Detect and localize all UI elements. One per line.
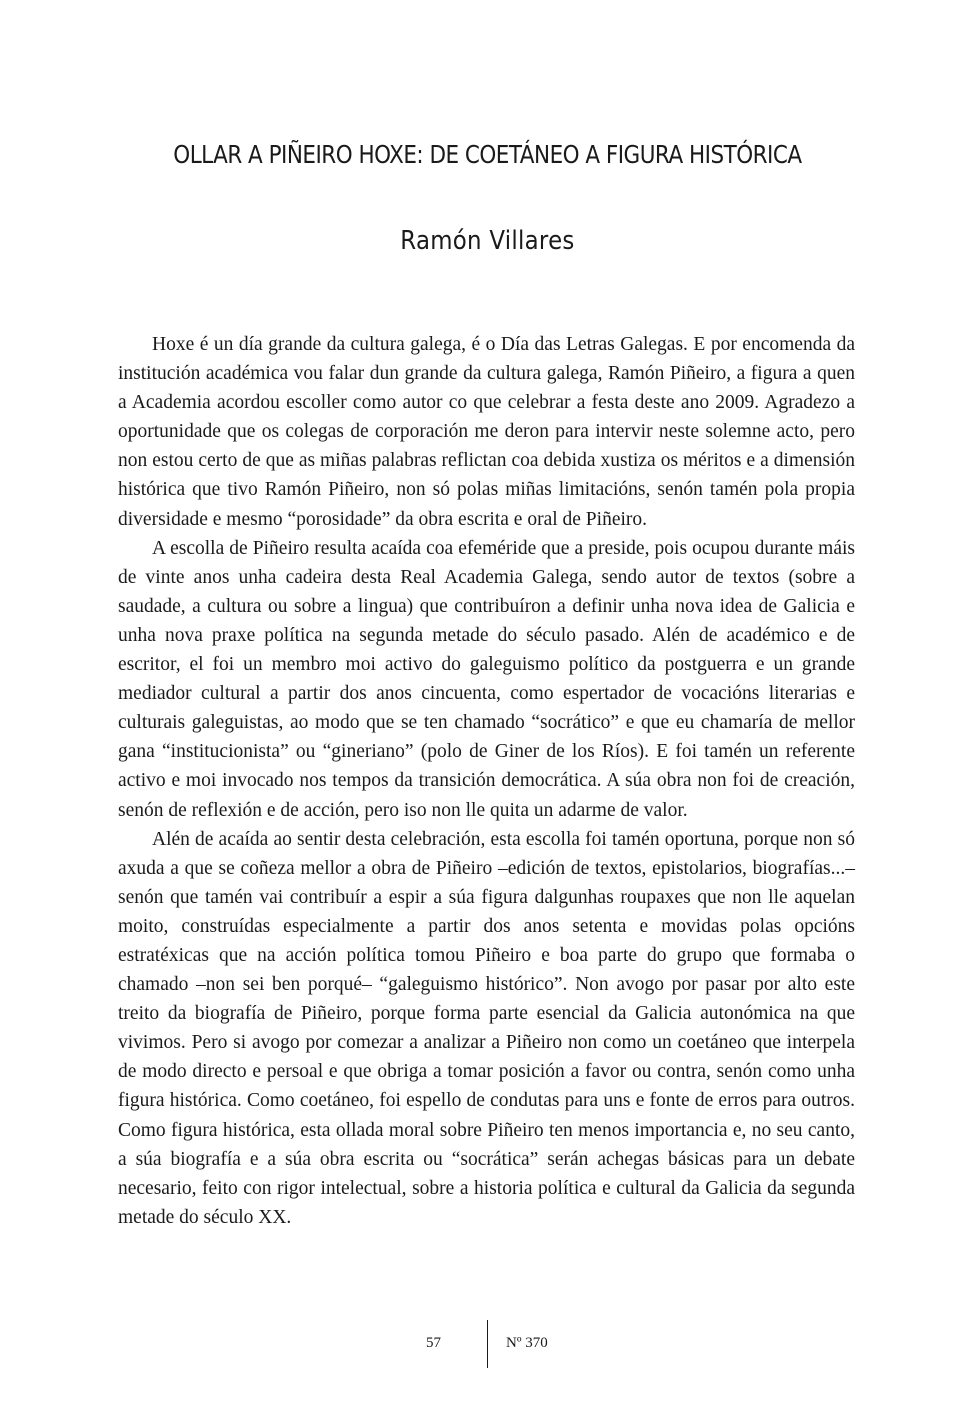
article-title: OLLAR A PIÑEIRO HOXE: DE COETÁNEO A FIGURA HISTÓRICA [173,140,802,169]
paragraph: Alén de acaída ao sentir desta celebración, esta escolla foi tamén oportuna, porque non só axuda a que se coñeza mellor a obra de Piñeiro –edición de textos, epistolarios, biografías...– senón que tamén vai contribuír a espir a súa figura dalgunhas roupaxes que non lle aquelan moito, construídas especialmente a partir dos anos setenta e movidas polas opcións estratéxicas que na acción política tomou Piñeiro e boa parte do grupo que formaba o chamado –non sei ben porqué– “galeguismo histórico”. Non avogo por pasar por alto este treito da biografía de Piñeiro, porque forma parte esencial da Galicia autonómica na que vivimos. Pero si avogo por comezar a analizar a Piñeiro non como un coetáneo que interpela de modo directo e persoal e que obriga a tomar posición a favor ou contra, senón como unha figura histórica. Como coetáneo, foi espello de condutas para uns e fonte de erros para outros. Como figura histórica, esta ollada moral sobre Piñeiro ten menos importancia e, no seu canto, a súa biografía e a súa obra escrita ou “socrática” serán achegas básicas para un debate necesario, feito con rigor intelectual, sobre a historia política e cultural da Galicia da segunda metade do século XX. [118,828,855,1228]
page-number: 57 [426,1335,441,1351]
paragraph: Hoxe é un día grande da cultura galega, é o Día das Letras Galegas. E por encomenda da institución académica vou falar dun grande da cultura galega, Ramón Piñeiro, a figura a quen a Academia acordou escoller como autor co que celebrar a festa deste ano 2009. Agradezo a oportunidade que os colegas de corporación me deron para intervir neste solemne acto, pero non estou certo de que as miñas palabras reflictan coa debida xustiza os méritos e a dimensión histórica que tivo Ramón Piñeiro, non só polas miñas limitacións, senón tamén pola propia diversidade e mesmo “porosidade” da obra escrita e oral de Piñeiro. [118,334,855,530]
footer-divider [487,1320,488,1368]
article-body [118,330,855,1232]
article-author: Ramón Villares [400,226,575,256]
page-footer [0,1320,975,1370]
issue-number: Nº 370 [506,1335,548,1351]
paragraph: A escolla de Piñeiro resulta acaída coa efeméride que a preside, pois ocupou durante máis de vinte anos unha cadeira desta Real Academia Galega, sendo autor de textos (sobre a saudade, a cultura ou sobre a lingua) que contribuíron a definir unha nova idea de Galicia e unha nova praxe política na segunda metade do século pasado. Alén de académico e de escritor, el foi un membro moi activo do galeguismo político da postguerra e un grande mediador cultural a partir dos anos cincuenta, como espertador de vocacións literarias e culturais galeguistas, ao modo que se ten chamado “socrático” e que eu chamaría de mellor gana “institucionista” ou “gineriano” (polo de Giner de los Ríos). E foi tamén un referente activo e moi invocado nos tempos da transición democrática. A súa obra non foi de creación, senón de reflexión e de acción, pero iso non lle quita un adarme de valor. [118,537,855,821]
